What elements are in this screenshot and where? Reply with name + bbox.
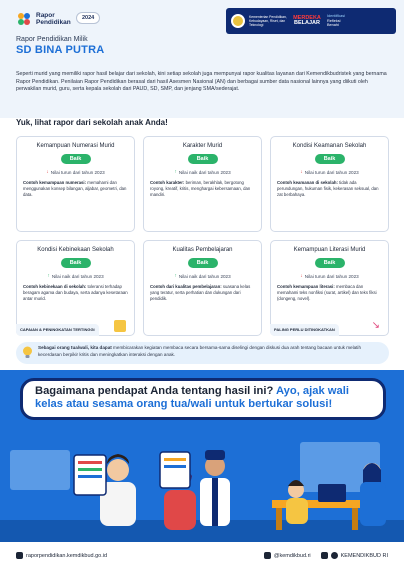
brand [16, 11, 78, 27]
card-title: Kualitas Pembelajaran [172, 247, 233, 253]
brand-name: Rapor Pendidikan [36, 12, 71, 26]
indicator-card [16, 240, 135, 336]
trend-row: ↑ Nilai naik dari tahun 2023 [47, 273, 104, 279]
trophy-icon [114, 320, 126, 332]
instagram-icon [264, 552, 271, 559]
section-heading: Yuk, lihat rapor dari sekolah anak Anda! [16, 118, 168, 127]
status-badge: Baik [315, 258, 345, 268]
status-badge: Baik [61, 154, 91, 164]
indicator-card [16, 136, 135, 232]
ministry-name: Kementerian Pendidikan, Kebudayaan, Riset, dan Teknologi [249, 15, 287, 27]
card-example: Contoh kebinekaan di sekolah: toleransi terhadap beragam agama dan budaya, serta adanya kesetaraan antar murid. [23, 284, 128, 302]
arrow-up-icon: ↑ [47, 273, 50, 279]
trend-row: ↓ Nilai turun dari tahun 2023 [46, 169, 105, 175]
speech-bubble [20, 378, 386, 420]
status-badge: Baik [315, 154, 345, 164]
card-title: Kemampuan Literasi Murid [293, 247, 366, 253]
tip-lead: Sebagai orang tua/wali, kita dapat [38, 345, 112, 350]
page-subtitle: Rapor Pendidikan Milik [16, 36, 88, 43]
card-title: Karakter Murid [182, 143, 223, 149]
card-example: Contoh kemampuan literasi: membaca dan memahami teks nonfiksi (surat, artikel) dan teks fiksi (dongeng, novel). [277, 284, 377, 302]
indicator-card [143, 136, 262, 232]
arrow-down-icon: ↓ [300, 273, 303, 279]
bubble-invite: Ayo, ajak wali kelas atau sesama orang tua/wali untuk bertukar solusi! [35, 385, 349, 410]
card-title: Kondisi Kebinekaan Sekolah [37, 247, 114, 253]
year-badge: 2024 [76, 12, 100, 24]
trend-row: ↓ Nilai turun dari tahun 2023 [300, 169, 359, 175]
monitor-icon [16, 552, 23, 559]
facebook-icon [331, 552, 338, 559]
arrow-down-icon: ↓ [300, 169, 303, 175]
arrow-up-icon: ↑ [174, 273, 177, 279]
status-badge: Baik [61, 258, 91, 268]
arrow-up-icon: ↑ [174, 169, 177, 175]
trend-down-icon: ↘ [371, 320, 380, 331]
bubble-question: Bagaimana pendapat Anda tentang hasil ini? [35, 385, 274, 397]
parent-tip [16, 342, 389, 364]
card-example: Contoh dari kualitas pembelajaran: suasana kelas yang teratur, serta perhatian dan dukungan dari pendidik. [150, 284, 251, 302]
indicator-card [270, 136, 389, 232]
best-achievement-tag: CAPAIAN & PENINGKATAN TERTINGGI [16, 324, 99, 336]
trend-row: ↑ Nilai naik dari tahun 2023 [174, 169, 231, 175]
instagram-link[interactable]: @kemdikbud.ri [264, 552, 311, 559]
social-link[interactable]: KEMENDIKBUD RI [321, 552, 388, 559]
card-title: Kondisi Keamanan Sekolah [292, 143, 367, 149]
trend-row: ↑ Nilai naik dari tahun 2023 [174, 273, 231, 279]
lightbulb-icon [22, 346, 33, 359]
indicator-card [270, 240, 389, 336]
parents-teacher-illustration [0, 420, 404, 542]
status-badge: Baik [188, 258, 218, 268]
ministry-seal-icon [231, 14, 245, 28]
needs-improvement-tag: PALING PERLU DITINGKATKAN [270, 324, 339, 336]
government-banner [226, 8, 396, 34]
card-example: Contoh kemampuan numerasi: memahami dan menggunakan konsep bilangan, aljabar, geometri, dan data. [23, 180, 127, 198]
tip-text: membicarakan kegiatan membaca secara bersama-sama diselingi dengan diskusi dua arah tentang bacaan untuk melatih kecerdasan berpikir kritis dan meningkatkan interaksi dengan anak. [38, 345, 362, 357]
arrow-down-icon: ↓ [46, 169, 49, 175]
youtube-icon [321, 552, 328, 559]
card-example: Contoh karakter: beriman, berakhlak, bergotong royong, kreatif, kritis, menghargai kebersamaan, dan mandiri. [150, 180, 251, 198]
card-example: Contoh keamanan di sekolah: tidak ada perundungan, hukuman fisik, kekerasan seksual, dan zat berbahaya. [277, 180, 379, 198]
website-link[interactable]: raporpendidikan.kemdikbud.go.id [16, 552, 107, 559]
indicator-card [143, 240, 262, 336]
status-badge: Baik [188, 154, 218, 164]
footer [0, 542, 404, 569]
merdeka-belajar-logo: MERDEKA BELAJAR [293, 14, 321, 26]
card-title: Kemampuan Numerasi Murid [36, 143, 115, 149]
refleksi-logo: Identifikasi Refleksi Benahi [327, 14, 345, 28]
rapor-logo-icon [16, 11, 32, 27]
school-name: SD BINA PUTRA [16, 44, 105, 56]
trend-row: ↓ Nilai turun dari tahun 2023 [300, 273, 359, 279]
intro-paragraph: Seperti murid yang memiliki rapor hasil belajar dari sekolah, kini setiap sekolah juga mempunyai rapor kualitas layanan dari Kemendikbudristek yang bernama Rapor Pendidikan. Penilaian Rapor Pendidikan berasal dari hasil Asesmen Nasional (AN) dan berbagai sumber data nasional lainnya yang diikuti oleh perwakilan murid, guru, serta kepala sekolah dari PAUD, SD, SMP, dan jenjang SMA/sederajat. [16, 71, 387, 93]
